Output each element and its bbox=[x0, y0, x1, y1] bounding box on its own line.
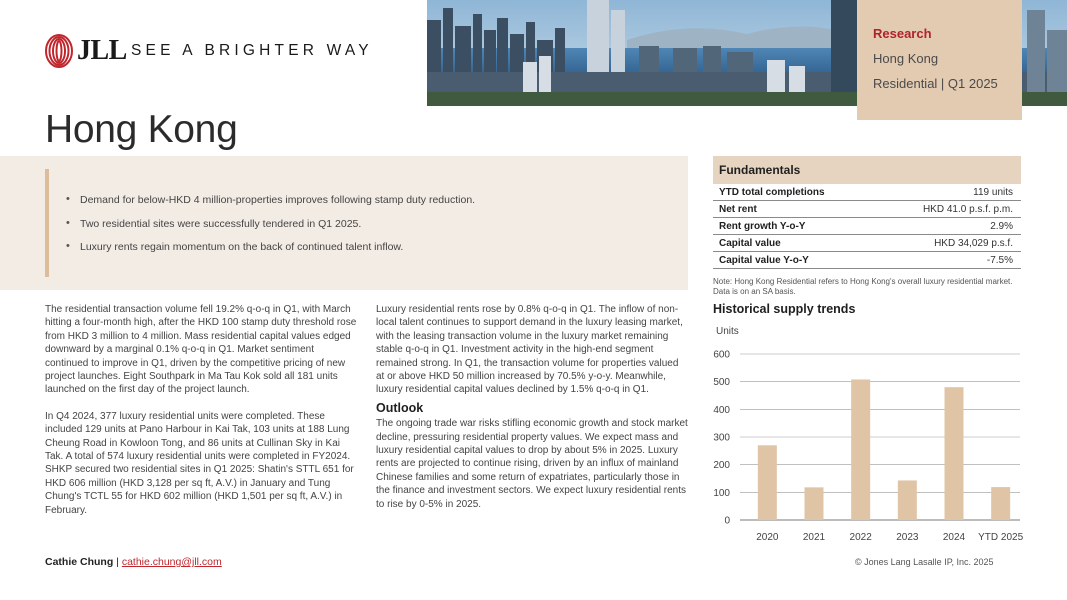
row-label: Rent growth Y-o-Y bbox=[719, 220, 806, 232]
row-value: 2.9% bbox=[990, 220, 1013, 232]
fundamentals-row bbox=[713, 184, 1021, 201]
author-separator: | bbox=[113, 556, 122, 568]
x-tick-label: 2021 bbox=[802, 532, 826, 543]
row-label: Capital value bbox=[719, 237, 781, 249]
author-email-link[interactable]: cathie.chung@jll.com bbox=[121, 556, 222, 568]
x-tick-label: 2022 bbox=[849, 532, 872, 543]
outlook-heading: Outlook bbox=[376, 400, 424, 415]
copyright: © Jones Lang Lasalle IP, Inc. 2025 bbox=[855, 557, 994, 567]
row-label: Net rent bbox=[719, 203, 757, 215]
highlight-item: • Luxury rents regain momentum on the back of continued talent inflow. bbox=[66, 241, 475, 253]
research-label: Research bbox=[873, 26, 932, 41]
bar bbox=[805, 487, 824, 520]
author-line bbox=[45, 556, 222, 568]
row-label: Capital value Y-o-Y bbox=[719, 254, 809, 266]
x-tick-label: 2023 bbox=[896, 532, 919, 543]
fundamentals-row bbox=[713, 235, 1021, 252]
fundamentals-title: Fundamentals bbox=[713, 156, 1021, 184]
y-tick-label: 0 bbox=[724, 515, 730, 527]
paragraph-market: The residential transaction volume fell 19.2% q-o-q in Q1, with March hitting a four-month high, after the HKD 100 stamp duty threshold rose from HKD 3 million to 4 million. Mass residential capital values edged downward by a marginal 0.1% q-o-q in Q1. Market sentiment continued to improve in Q1, driven by the competitive pricing of new project launches. Eight Southpark in Ma Tau Kok sold all 181 units launched on the first day of the project launch. bbox=[45, 304, 357, 396]
y-tick-label: 500 bbox=[713, 377, 730, 389]
paragraph-outlook: The ongoing trade war risks stifling economic growth and stock market decline, pressuring residential property values. We expect mass and luxury residential capital values to drop by about 5% in 2025. Luxury rents are projected to continue rising, driven by an influx of mainland Chinese families and some return of expatriates, particularly those in the finance and investment sectors. We expect luxury residential rents to rise by 0-5% in 2025. bbox=[376, 418, 688, 510]
fundamentals-row bbox=[713, 201, 1021, 218]
y-axis-label: Units bbox=[716, 326, 739, 337]
row-value: HKD 34,029 p.s.f. bbox=[934, 237, 1013, 249]
bar bbox=[758, 445, 777, 520]
row-value: 119 units bbox=[973, 186, 1013, 198]
bar bbox=[991, 487, 1010, 520]
bar bbox=[851, 379, 870, 520]
author-name: Cathie Chung bbox=[45, 556, 114, 568]
supply-chart-svg bbox=[700, 320, 1030, 550]
page-title: Hong Kong bbox=[45, 108, 238, 151]
fundamentals-row bbox=[713, 252, 1021, 269]
highlight-item: • Demand for below-HKD 4 million-properties improves following stamp duty reduction. bbox=[66, 194, 475, 206]
y-tick-label: 300 bbox=[713, 432, 730, 444]
fundamentals-row bbox=[713, 218, 1021, 235]
x-tick-label: 2020 bbox=[756, 532, 779, 543]
bar bbox=[945, 387, 964, 520]
report-label: Residential | Q1 2025 bbox=[873, 76, 998, 91]
report-tag bbox=[857, 0, 1022, 120]
paragraph-luxury: Luxury residential rents rose by 0.8% q-o-q in Q1. The inflow of non-local talent continues to support demand in the luxury leasing market, with the leasing transaction volume in the luxury market remaining stable q-o-q in Q1. Investment activity in the high-end segment remained strong. In Q1, the transaction volume for properties valued at or above HKD 50 million increased by 70.5% y-o-y. Meanwhile, luxury residential capital values declined by 1.5% q-o-q in Q1. bbox=[376, 304, 683, 396]
row-value: -7.5% bbox=[986, 254, 1013, 266]
jll-logo-mark-icon bbox=[45, 34, 73, 68]
highlights-list bbox=[66, 194, 475, 265]
y-tick-label: 100 bbox=[713, 487, 730, 499]
fundamentals-table bbox=[713, 156, 1021, 297]
row-label: YTD total completions bbox=[719, 186, 825, 198]
highlight-item: • Two residential sites were successfully tendered in Q1 2025. bbox=[66, 218, 475, 230]
x-tick-label: YTD 2025 bbox=[978, 532, 1024, 543]
body-column-right bbox=[376, 303, 688, 524]
y-tick-label: 200 bbox=[713, 460, 730, 472]
logo-word: JLL bbox=[77, 35, 127, 66]
fundamentals-note: Note: Hong Kong Residential refers to Hong Kong's overall luxury residential market. Data is on an SA basis. bbox=[713, 277, 1013, 296]
paragraph-supply: In Q4 2024, 377 luxury residential units were completed. These included 129 units at Pano Harbour in Kai Tak, 103 units at 188 Lung Cheung Road in Kowloon Tong, and 86 units at Cullinan Sky in Kai Tak. A total of 574 luxury residential units were completed in FY2024. SHKP secured two residential sites in Q1 2025: Shatin's STTL 651 for HKD 606 million (HKD 3,128 per sq ft, A.V.) in January and Tung Chung's TCTL 55 for HKD 602 million (HKD 1,501 per sq ft, A.V.) in February. bbox=[45, 410, 354, 516]
row-value: HKD 41.0 p.s.f. p.m. bbox=[922, 203, 1013, 215]
location-label: Hong Kong bbox=[873, 51, 939, 66]
highlights-accent-bar bbox=[45, 169, 49, 277]
tagline: SEE A BRIGHTER WAY bbox=[131, 42, 373, 59]
jll-logo bbox=[45, 34, 127, 68]
supply-chart bbox=[700, 320, 1030, 550]
highlights-band bbox=[0, 156, 688, 290]
y-tick-label: 600 bbox=[713, 349, 730, 361]
bar bbox=[898, 480, 917, 520]
x-tick-label: 2024 bbox=[942, 532, 966, 543]
body-column-left bbox=[45, 303, 357, 530]
chart-title: Historical supply trends bbox=[713, 302, 856, 316]
y-tick-label: 400 bbox=[713, 404, 730, 416]
